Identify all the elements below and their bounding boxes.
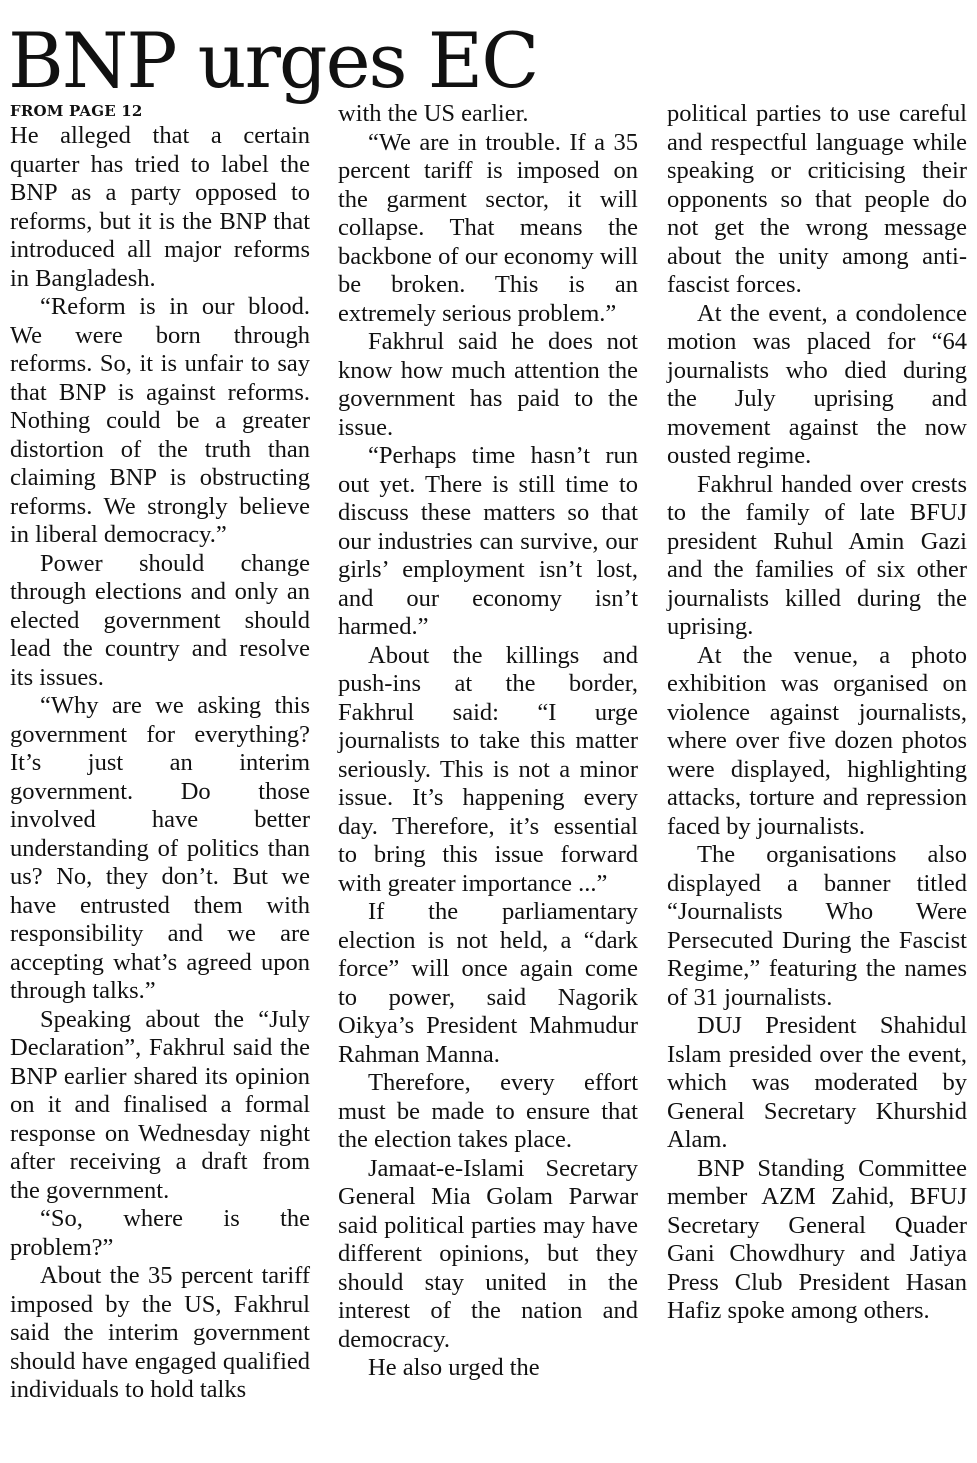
- paragraph: “Perhaps time hasn’t run out yet. There is still time to discuss these matters so that our industries can survive, our girls’ employment isn’t lost, and our economy isn’t harmed.”: [338, 442, 638, 640]
- paragraph: Power should change through elections and only an elected government should lead the country and resolve its issues.: [10, 549, 310, 691]
- paragraph: He also urged the: [368, 1354, 540, 1381]
- paragraph: About the 35 percent tariff imposed by the US, Fakhrul said the interim government should have engaged qualified individuals to hold talks: [10, 1262, 310, 1403]
- paragraph: Jamaat-e-Islami Secretary General Mia Golam Parwar said political parties may have different opinions, but they should stay united in the interest of the nation and democracy.: [338, 1154, 638, 1353]
- paragraph: Therefore, every effort must be made to ensure that the election takes place.: [338, 1069, 638, 1153]
- paragraph: If the parliamentary election is not held, a “dark force” will once again come to power, said Nagorik Oikya’s President Mahmudur Rahman Manna.: [338, 898, 638, 1068]
- paragraph: He alleged that a certain quarter has tried to label the BNP as a party opposed to reforms, but it is the BNP that introduced all major reforms in Bangladesh.: [10, 122, 310, 292]
- paragraph: Fakhrul handed over crests to the family of late BFUJ president Ruhul Amin Gazi and the families of six other journalists killed during the uprising.: [667, 470, 967, 640]
- paragraph: BNP Standing Committee member AZM Zahid, BFUJ Secretary General Quader Gani Chowdhury and Jatiya Press Club President Hasan Hafiz spoke among others.: [667, 1154, 967, 1324]
- paragraph: “So, where is the problem?”: [10, 1205, 310, 1261]
- article-column-1: [10, 100, 310, 1405]
- paragraph: with the US earlier.: [338, 100, 529, 127]
- article-column-3: [667, 100, 967, 1326]
- paragraph: At the venue, a photo exhibition was organised on violence against journalists, where over five dozen photos were displayed, highlighting attacks, torture and repression faced by journalists.: [667, 641, 967, 840]
- paragraph: About the killings and push-ins at the border, Fakhrul said: “I urge journalists to take this matter seriously. This is not a minor issue. It’s happening every day. Therefore, it’s essential to bring this issue forward with greater importance ...”: [338, 641, 638, 897]
- paragraph: The organisations also displayed a banner titled “Journalists Who Were Persecuted During the Fascist Regime,” featuring the names of 31 journalists.: [667, 841, 967, 1011]
- paragraph: Fakhrul said he does not know how much attention the government has paid to the issue.: [338, 328, 638, 441]
- paragraph: “We are in trouble. If a 35 percent tariff is imposed on the garment sector, it will collapse. That means the backbone of our economy will be broken. This is an extremely serious problem.”: [338, 128, 638, 327]
- headline: BNP urges EC: [8, 16, 538, 105]
- jump-line: FROM PAGE 12: [10, 102, 143, 120]
- paragraph: At the event, a condolence motion was placed for “64 journalists who died during the July uprising and movement against the now ousted regime.: [667, 299, 967, 469]
- paragraph: Speaking about the “July Declaration”, Fakhrul said the BNP earlier shared its opinion on it and finalised a formal response on Wednesday night after receiving a draft from the government.: [10, 1005, 310, 1204]
- paragraph: “Reform is in our blood. We were born through reforms. So, it is unfair to say that BNP is against reforms. Nothing could be a greater distortion of the truth than claiming BNP is obstructing reforms. We strongly believe in liberal democracy.”: [10, 293, 310, 548]
- paragraph: “Why are we asking this government for everything? It’s just an interim government. Do those involved have better understanding of politics than us? No, they don’t. But we have entrusted them with responsibility and we are accepting what’s agreed upon through talks.”: [10, 692, 310, 1004]
- paragraph: DUJ President Shahidul Islam presided over the event, which was moderated by General Secretary Khurshid Alam.: [667, 1012, 967, 1153]
- article-column-2: [338, 100, 638, 1383]
- paragraph: political parties to use careful and respectful language while speaking or criticising their opponents so that people do not get the wrong message about the unity among anti-fascist forces.: [667, 100, 967, 298]
